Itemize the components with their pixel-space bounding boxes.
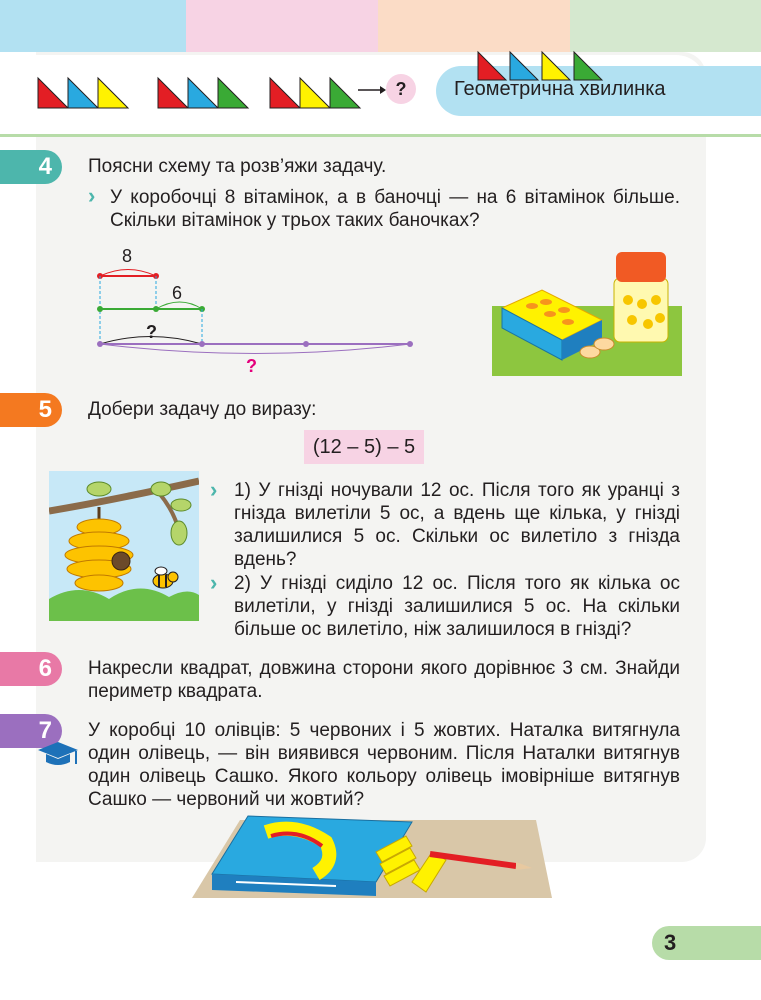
divider-line — [0, 134, 761, 137]
chevron-right-icon: › — [210, 477, 218, 502]
task4-scheme — [90, 245, 430, 380]
task6-text: Накресли квадрат, довжина сторони якого дорівнює 3 см. Знайди периметр квадрата. — [88, 658, 680, 702]
arrow-right-icon — [356, 80, 386, 100]
task7-text: У коробці 10 олівців: 5 червоних і 5 жовтих. Наталка витягнула один олівець, — він виявився червоним. Після Наталки витягнув один олівець Сашко. Якого кольору олівець імовірніше витягнув Сашко — червоний чи жовтий? — [88, 720, 680, 810]
task5-option-2: 2) У гнізді сиділо 12 ос. Після того як кілька ос вилетіли, у гнізді залишилися 5 ос. На скільки більше ос вилетіло, ніж залишилося в гнізді? — [234, 573, 680, 640]
scheme-label-6: 6 — [172, 283, 183, 303]
page-number: 3 — [652, 926, 761, 960]
chevron-right-icon: › — [88, 183, 96, 208]
task-badge-5: 5 — [0, 393, 62, 427]
graduation-cap-icon — [36, 740, 80, 770]
scheme-label-8: 8 — [122, 246, 133, 266]
chevron-right-icon: › — [210, 570, 218, 595]
task5-instruction: Добери задачу до виразу: — [88, 399, 317, 420]
task-badge-4: 4 — [0, 150, 62, 184]
expression-box: (12 – 5) – 5 — [304, 430, 424, 464]
task-badge-7: 7 — [0, 714, 62, 748]
scheme-question-2: ? — [246, 356, 257, 376]
vitamins-illustration — [492, 248, 682, 376]
beehive-illustration — [49, 471, 199, 621]
question-circle: ? — [386, 74, 416, 104]
scheme-question-1: ? — [146, 322, 157, 342]
page-title: Геометрична хвилинка — [454, 78, 666, 100]
triangle-sequence-1 — [36, 74, 136, 110]
task4-problem: У коробочці 8 вітамінок, а в баночці — на 6 вітамінок більше. Скільки вітамінок у трьох таких баночках? — [110, 187, 680, 231]
task4-instruction: Поясни схему та розв’яжи задачу. — [88, 156, 387, 177]
triangle-sequence-2 — [156, 74, 256, 110]
pencils-illustration — [176, 812, 556, 900]
top-color-strip — [0, 0, 761, 52]
task5-option-1: 1) У гнізді ночували 12 ос. Після того як уранці з гнізда вилетіли 5 ос, а вдень ще кілька, у гнізді залишилися 5 ос. Скільки ос вилетіло з гнізда вдень? — [234, 480, 680, 570]
triangle-sequence-3 — [268, 74, 368, 110]
task-badge-6: 6 — [0, 652, 62, 686]
